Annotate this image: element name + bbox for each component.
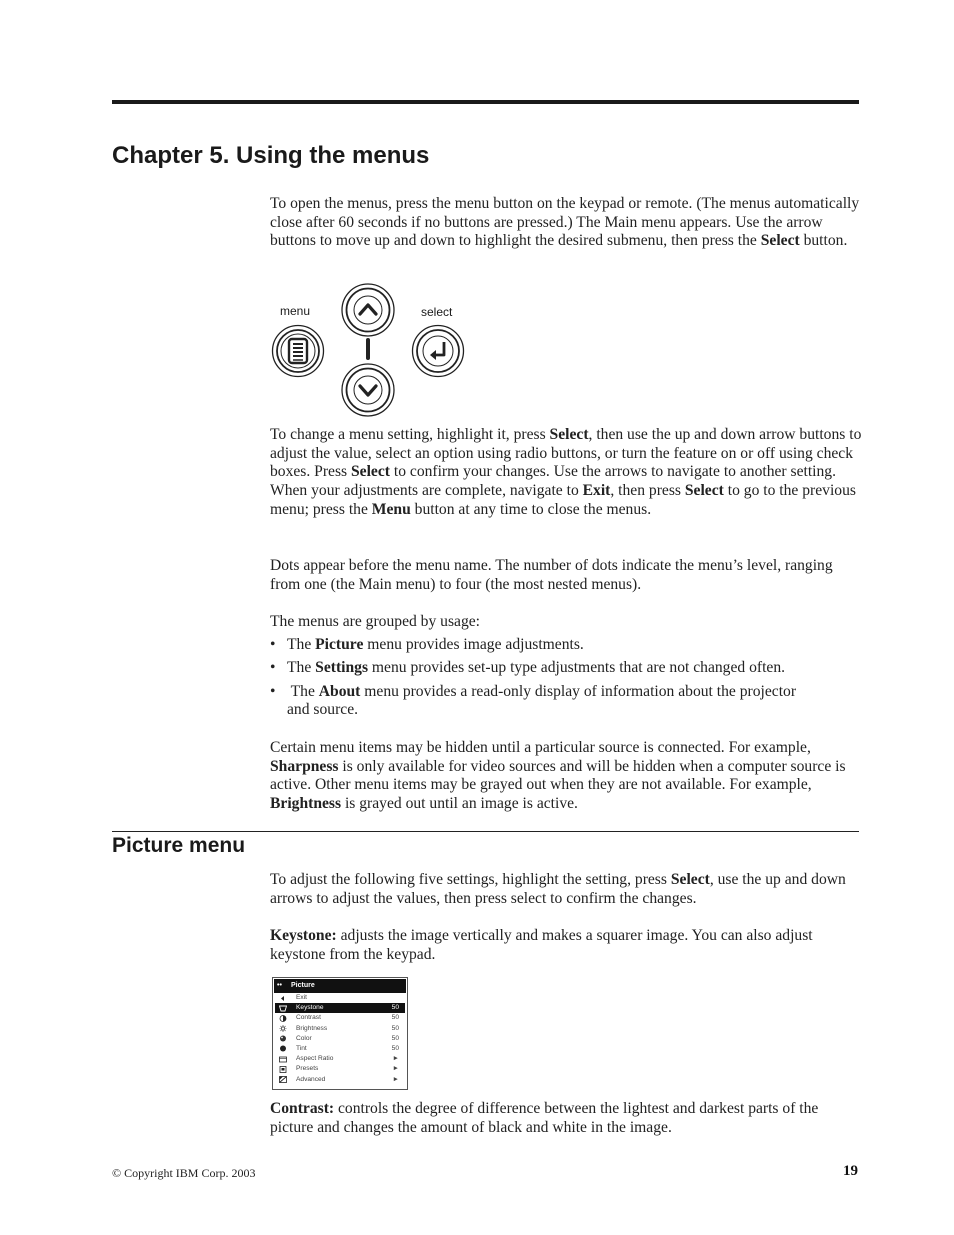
osd-row-label: Contrast <box>296 1014 321 1022</box>
menu-level-dots: •• <box>277 982 282 989</box>
osd-row-presets <box>275 1064 405 1074</box>
osd-row-label: Tint <box>296 1044 307 1052</box>
bold-term: Settings <box>315 659 369 677</box>
up-arrow-button <box>342 284 394 336</box>
osd-row-label: Presets <box>296 1065 319 1073</box>
bold-term: Keystone: <box>270 927 337 944</box>
osd-row-label: Exit <box>296 994 307 1001</box>
osd-row-value: 50 <box>391 1034 399 1042</box>
bold-term: Select <box>549 426 589 443</box>
text-span: menu provides set-up type adjustments that are not changed often. <box>368 659 786 677</box>
keypad-buttons-graphic <box>265 280 475 420</box>
osd-row-value: 50 <box>391 1024 399 1032</box>
osd-row-contrast <box>275 1013 405 1023</box>
contrast-paragraph <box>270 1100 862 1137</box>
list-item <box>270 659 870 678</box>
osd-row-label: Color <box>296 1034 312 1042</box>
text-span: is grayed out until an image is active. <box>341 795 578 813</box>
aspect-ratio-icon <box>279 1056 287 1063</box>
page-number: 19 <box>843 1163 858 1179</box>
keystone-paragraph <box>270 927 862 964</box>
osd-row-exit <box>275 993 405 1003</box>
select-button <box>413 326 464 377</box>
bullet-dot: • <box>270 636 276 653</box>
osd-row-brightness <box>275 1024 405 1034</box>
text-span: The <box>287 659 316 677</box>
bold-term: Picture <box>315 636 364 653</box>
osd-title: Picture <box>291 982 315 989</box>
menu-label: menu <box>280 304 311 318</box>
tint-icon <box>279 1045 287 1052</box>
bold-term: Select <box>670 871 710 888</box>
bold-term: Brightness <box>270 795 342 813</box>
bold-term: Sharpness <box>270 757 339 775</box>
contrast-icon <box>279 1015 287 1022</box>
osd-row-label: Brightness <box>296 1024 328 1032</box>
down-arrow-button <box>342 364 394 416</box>
picture-menu-intro <box>270 871 862 908</box>
list-item <box>270 636 870 655</box>
osd-row-value: ► <box>392 1055 399 1063</box>
presets-icon <box>279 1066 287 1073</box>
chapter-title: Chapter 5. Using the menus <box>112 142 430 169</box>
text-span: button at any time to close the menus. <box>410 500 652 518</box>
grouped-intro: The menus are grouped by usage: <box>270 613 481 630</box>
osd-row-value: 50 <box>391 1014 399 1022</box>
bullet-dot: • <box>270 682 276 700</box>
change-setting-paragraph <box>270 426 862 520</box>
list-item <box>270 683 807 720</box>
text-span: to confirm your changes. Use the arrows to navigate to another setting. When your adjustments are complete, navigate to <box>270 463 836 500</box>
brightness-icon <box>279 1025 287 1032</box>
text-span: To open the menus, press the menu button on the keypad or remote. (The menus automatically close after 60 seconds if no buttons are pressed.) The Main menu appears. Use the arrow buttons to move up and down to highlight the desired submenu, then press the <box>270 195 860 250</box>
osd-row-advanced <box>275 1075 405 1085</box>
osd-row-value: ► <box>392 1075 399 1083</box>
osd-row-value: ► <box>392 1065 399 1073</box>
section-rule <box>112 831 859 832</box>
osd-row-label: Aspect Ratio <box>296 1055 334 1063</box>
chapter-top-rule <box>112 100 859 104</box>
osd-row-keystone <box>275 1003 405 1013</box>
osd-row-aspect-ratio <box>275 1054 405 1064</box>
text-span: menu provides image adjustments. <box>363 636 584 653</box>
text-span: To change a menu setting, highlight it, press <box>270 426 550 443</box>
text-span: The <box>287 682 319 700</box>
osd-row-color <box>275 1034 405 1044</box>
advanced-icon <box>279 1076 287 1083</box>
menu-button <box>273 326 324 377</box>
picture-menu-screenshot <box>272 977 408 1090</box>
osd-row-tint <box>275 1044 405 1054</box>
osd-row-value: 50 <box>391 1044 399 1052</box>
bold-term: Select <box>351 463 390 481</box>
osd-row-label: Advanced <box>296 1075 326 1083</box>
text-span: Certain menu items may be hidden until a particular source is connected. For example, <box>270 739 811 756</box>
bullet-dot: • <box>270 659 276 677</box>
text-span: menu provides a read-only display of information about the projector and source. <box>287 682 797 719</box>
footer-copyright: © Copyright IBM Corp. 2003 <box>112 1166 256 1180</box>
keypad-illustration <box>265 280 475 420</box>
bold-term: Select <box>684 482 724 500</box>
intro-paragraph <box>270 195 862 251</box>
dots-paragraph: Dots appear before the menu name. The number of dots indicate the menu’s level, ranging from one (the Main menu) to four (the most nested menus). <box>270 557 833 593</box>
osd-row-label: Keystone <box>296 1004 324 1012</box>
text-span: To adjust the following five settings, highlight the setting, press <box>270 871 671 888</box>
text-span: The <box>287 636 316 653</box>
keystone-icon <box>279 1005 287 1012</box>
text-span: button. <box>799 232 848 250</box>
bold-term: Select <box>760 232 800 250</box>
bold-term: About <box>318 682 361 700</box>
section-title: Picture menu <box>112 834 246 857</box>
text-span: is only available for video sources and will be hidden when a computer source is active. Other menu items may be grayed out when they are not available. For example, <box>270 757 846 794</box>
osd-row-value: 50 <box>391 1004 399 1012</box>
osd-header <box>274 979 406 993</box>
text-span: adjusts the image vertically and makes a squarer image. You can also adjust keystone from the keypad. <box>270 927 813 963</box>
bold-term: Menu <box>371 500 411 518</box>
bold-term: Exit <box>582 482 611 500</box>
menu-groups-list <box>270 636 870 725</box>
text-span: , use the up and down arrows to adjust the values, then press select to confirm the changes. <box>270 871 846 907</box>
text-span: controls the degree of difference between the lightest and darkest parts of the picture and changes the amount of black and white in the image. <box>270 1100 819 1136</box>
text-span: , then press <box>610 482 685 500</box>
hidden-items-paragraph <box>270 739 862 814</box>
osd-rows <box>275 993 405 1085</box>
text-span: to go to the previous menu; press the <box>270 482 856 518</box>
select-label: select <box>421 305 453 319</box>
back-arrow-icon <box>279 995 287 1002</box>
bold-term: Contrast: <box>270 1100 335 1117</box>
text-span: , then use the up and down arrow buttons to adjust the value, select an option using radio buttons, or turn the feature on or off using check boxes. Press <box>270 426 862 481</box>
color-icon <box>279 1035 287 1042</box>
